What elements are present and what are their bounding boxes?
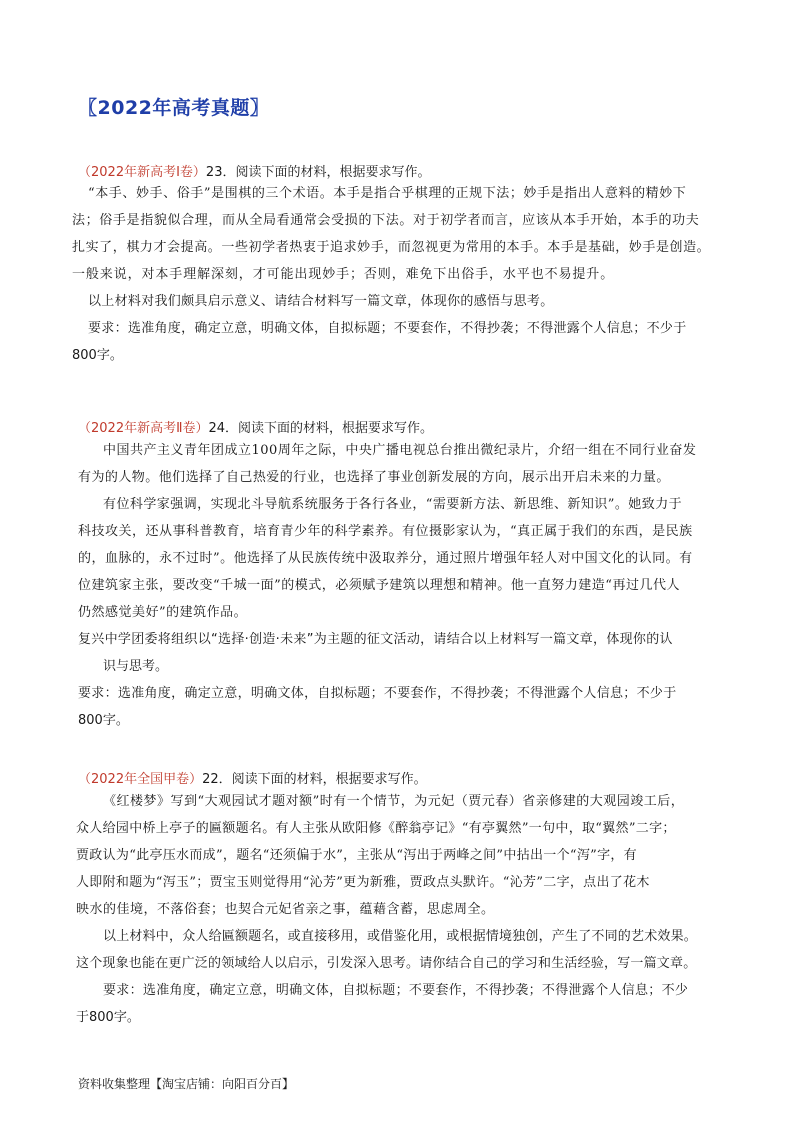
- question-2-line-7: 仍然感觉美好”的建筑作品。: [78, 605, 248, 620]
- question-3-line-5: 映水的佳境，不落俗套；也契合元妃省亲之事，蕴藉含蓄，思虑周全。: [76, 902, 495, 917]
- question-1-line-6: 要求：选准角度，确定立意，明确文体，自拟标题；不要套作，不得抄袭；不得泄露个人信息；不少于: [88, 321, 687, 336]
- question-3-line-3: 贾政认为“此亭压水而成”，题名“还须偏于水”，主张从“泻出于两峰之间”中拈出一个“泻”字，有: [76, 848, 637, 863]
- question-3-line-2: 众人给园中桥上亭子的匾额题名。有人主张从欧阳修《醉翁亭记》“有亭翼然”一句中，取“翼然”二字；: [76, 821, 676, 836]
- question-2-line-4: 科技攻关，还从事科普教育，培育青少年的科学素养。有位摄影家认为，“真正属于我们的东西，是民族: [78, 524, 693, 539]
- question-2-line-9: 识与思考。: [103, 659, 169, 674]
- question-2-instruction: ．阅读下面的材料，根据要求写作。: [225, 421, 434, 436]
- question-3-line-8: 要求：选准角度，确定立意，明确文体，自拟标题；不要套作，不得抄袭；不得泄露个人信息；不少: [103, 983, 689, 998]
- question-2-line-1: 中国共产主义青年团成立100周年之际，中央广播电视总台推出微纪录片，介绍一组在不同行业奋发: [103, 443, 697, 458]
- question-3-number: 22: [202, 772, 219, 787]
- question-3-source: （2022年全国甲卷）: [78, 772, 203, 787]
- question-3-heading: [78, 768, 427, 787]
- question-1-line-3: 扎实了，棋力才会提高。一些初学者热衷于追求妙手，而忽视更为常用的本手。本手是基础，妙手是创造。: [72, 240, 711, 255]
- question-1-line-2: 法；俗手是指貌似合理，而从全局看通常会受损的下法。对于初学者而言，应该从本手开始，本手的功夫: [72, 213, 700, 228]
- question-3-instruction: ．阅读下面的材料，根据要求写作。: [218, 772, 427, 787]
- question-1-line-4: 一般来说，对本手理解深刻，才可能出现妙手；否则，难免下出俗手，水平也不易提升。: [72, 267, 615, 282]
- question-2-line-10: 要求：选准角度，确定立意，明确文体，自拟标题；不要套作，不得抄袭；不得泄露个人信息；不少于: [78, 686, 677, 701]
- question-3-line-1: 《红楼梦》写到“大观园试才题对额”时有一个情节，为元妃（贾元春）省亲修建的大观园竣工后，: [103, 794, 685, 809]
- question-1-source: （2022年新高考Ⅰ卷）: [78, 165, 206, 180]
- question-1-line-7: 800字。: [72, 348, 123, 363]
- question-1-line-1: “本手、妙手、俗手”是围棋的三个术语。本手是指合乎棋理的正规下法；妙手是指出人意料的精妙下: [88, 186, 687, 201]
- question-2-number: 24: [208, 421, 226, 436]
- footer-credit: 资料收集整理【淘宝店铺：向阳百分百】: [78, 1077, 295, 1091]
- question-2-heading: [78, 417, 433, 436]
- question-3-line-7: 这个现象也能在更广泛的领域给人以启示，引发深入思考。请你结合自己的学习和生活经验，写一篇文章。: [76, 956, 697, 971]
- question-2-source: （2022年新高考Ⅱ卷）: [78, 421, 209, 436]
- question-1-heading: [78, 161, 430, 180]
- question-2-line-6: 位建筑家主张，要改变“千城一面”的模式，必须赋予建筑以理想和精神。他一直努力建造“再过几代人: [78, 578, 680, 593]
- question-1-line-5: 以上材料对我们颇具启示意义、请结合材料写一篇文章，体现你的感悟与思考。: [88, 294, 554, 309]
- question-2-line-5: 的，血脉的，永不过时”。他选择了从民族传统中汲取养分，通过照片增强年轻人对中国文化的认同。有: [78, 551, 693, 566]
- question-2-line-8: 复兴中学团委将组织以“选择·创造·未来”为主题的征文活动，请结合以上材料写一篇文章，体现你的认: [78, 632, 673, 647]
- question-1-instruction: ．阅读下面的材料，根据要求写作。: [222, 165, 431, 180]
- question-3-line-9: 于800字。: [76, 1010, 140, 1025]
- question-1-number: 23: [205, 165, 223, 180]
- question-3-line-4: 人即附和题为“泻玉”；贾宝玉则觉得用“沁芳”更为新雅，贾政点头默许。“沁芳”二字，点出了花木: [76, 875, 650, 890]
- question-3-line-6: 以上材料中，众人给匾额题名，或直接移用，或借鉴化用，或根据情境独创，产生了不同的艺术效果。: [103, 929, 698, 944]
- question-2-line-3: 有位科学家强调，实现北斗导航系统服务于各行各业，“需要新方法、新思维、新知识”。她致力于: [103, 497, 683, 512]
- question-2-line-2: 有为的人物。他们选择了自己热爱的行业，也选择了事业创新发展的方向，展示出开启未来的力量。: [78, 470, 670, 485]
- question-2-line-11: 800字。: [78, 713, 129, 728]
- page-title: 〖2022年高考真题〗: [78, 97, 270, 119]
